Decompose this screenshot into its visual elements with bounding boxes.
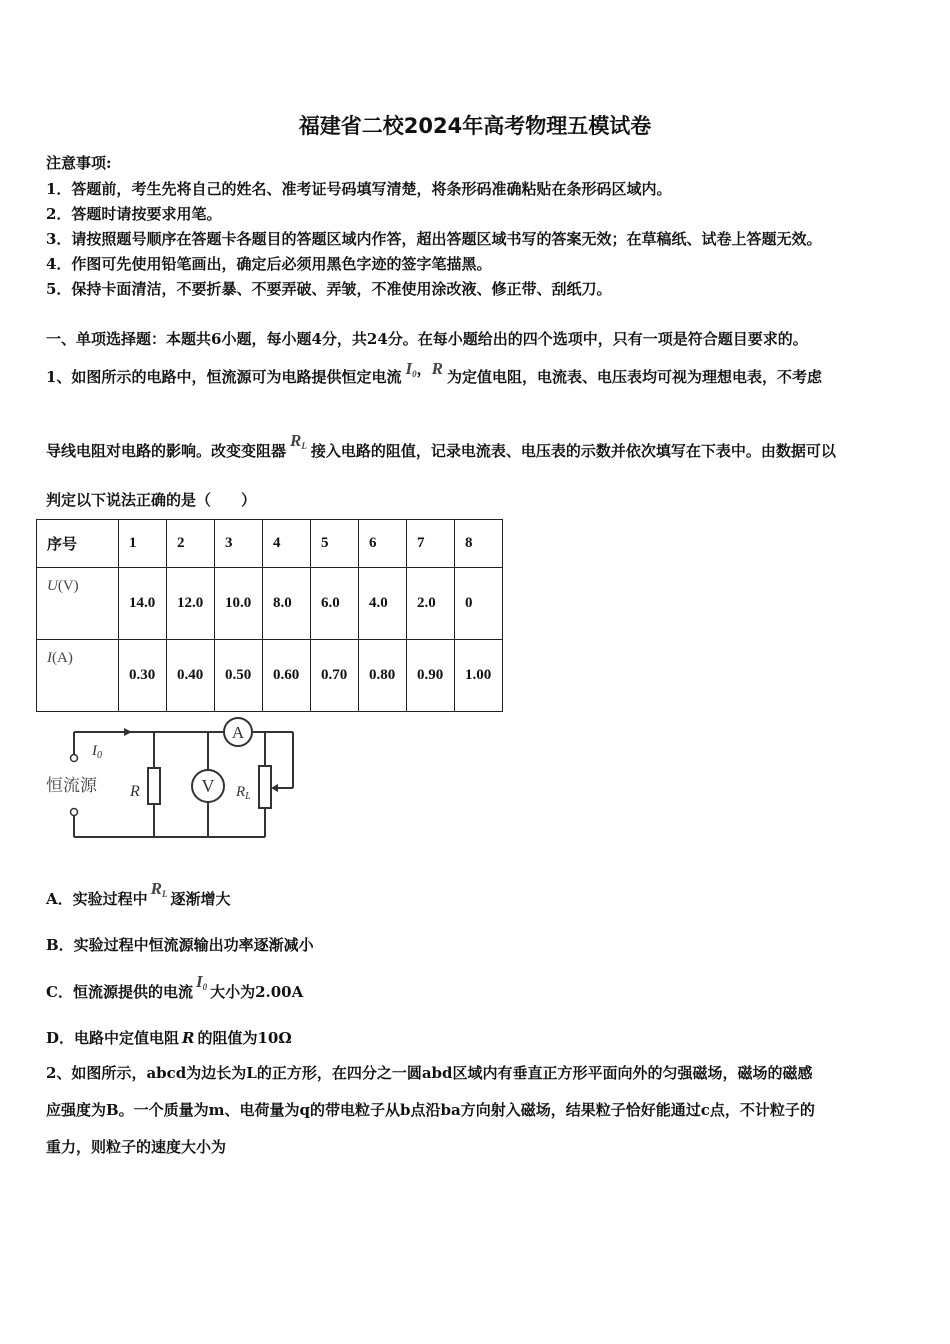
section-heading: 一、单项选择题：本题共6小题，每小题4分，共24分。在每小题给出的四个选项中，只有一项是符合题目要求的。 bbox=[46, 330, 808, 348]
symbol-I0: $I_0$ bbox=[405, 359, 417, 379]
table-cell: 2.0 bbox=[407, 568, 455, 640]
option-A[interactable] bbox=[46, 879, 231, 909]
table-cell: 0.30 bbox=[119, 640, 167, 712]
table-cell: 8 bbox=[455, 520, 503, 568]
table-cell: 0.40 bbox=[167, 640, 215, 712]
terminal-icon bbox=[71, 755, 78, 762]
table-cell: 序号 bbox=[37, 520, 119, 568]
option-B[interactable]: B．实验过程中恒流源输出功率逐渐减小 bbox=[46, 936, 314, 954]
notice-heading: 注意事项: bbox=[46, 154, 112, 172]
table-cell: I(A) bbox=[37, 640, 119, 712]
notice-item: 3．请按照题号顺序在答题卡各题目的答题区域内作答，超出答题区域书写的答案无效；在草稿纸、试卷上答题无效。 bbox=[46, 230, 822, 248]
q1-stem-line1 bbox=[46, 359, 822, 387]
option-text: 大小为2.00A bbox=[210, 983, 304, 1001]
symbol-R: R bbox=[182, 1029, 195, 1047]
rheostat-label: $R_L$ bbox=[236, 784, 251, 802]
option-text: D．电路中定值电阻 bbox=[46, 1029, 180, 1047]
option-C[interactable] bbox=[46, 972, 304, 1002]
current-arrow-icon bbox=[124, 728, 132, 736]
ammeter-label: A bbox=[231, 723, 245, 742]
notice-item: 5．保持卡面清洁，不要折暴、不要弄破、弄皱，不准使用涂改液、修正带、刮纸刀。 bbox=[46, 280, 612, 298]
q2-stem-line3: 重力，则粒子的速度大小为 bbox=[46, 1138, 227, 1156]
symbol-I0: $I_0$ bbox=[195, 972, 208, 992]
resistor-label: R bbox=[130, 783, 140, 800]
table-cell: 0.90 bbox=[407, 640, 455, 712]
table-cell: U(V) bbox=[37, 568, 119, 640]
page-title: 福建省二校2024年高考物理五模试卷 bbox=[298, 114, 652, 138]
table-cell: 6 bbox=[359, 520, 407, 568]
table-cell: 4.0 bbox=[359, 568, 407, 640]
symbol-RL: $R_L$ bbox=[290, 431, 307, 451]
option-text: C．恒流源提供的电流 bbox=[46, 983, 193, 1001]
data-table bbox=[36, 519, 503, 712]
table-cell: 7 bbox=[407, 520, 455, 568]
table-cell: 0.80 bbox=[359, 640, 407, 712]
table-row-voltage bbox=[37, 568, 503, 640]
table-cell: 8.0 bbox=[263, 568, 311, 640]
table-cell: 1 bbox=[119, 520, 167, 568]
notice-item: 2．答题时请按要求用笔。 bbox=[46, 205, 222, 223]
table-cell: 12.0 bbox=[167, 568, 215, 640]
q2-stem-line2: 应强度为B。一个质量为m、电荷量为q的带电粒子从b点沿ba方向射入磁场，结果粒子恰好能通过c点，不计粒子的 bbox=[46, 1101, 815, 1119]
symbol-RL: $R_L$ bbox=[150, 879, 168, 899]
table-cell: 3 bbox=[215, 520, 263, 568]
q1-stem-line3: 判定以下说法正确的是（ ） bbox=[46, 491, 257, 509]
notice-item: 4．作图可先使用铅笔画出，确定后必须用黑色字迹的签字笔描黑。 bbox=[46, 255, 492, 273]
notice-item: 1．答题前，考生先将自己的姓名、准考证号码填写清楚，将条形码准确粘贴在条形码区域内。 bbox=[46, 180, 672, 198]
symbol-R: R bbox=[431, 359, 443, 378]
option-D[interactable] bbox=[46, 1027, 292, 1048]
current-label: $I_0$ bbox=[92, 743, 102, 761]
table-cell: 0.50 bbox=[215, 640, 263, 712]
q1-text: 导线电阻对电路的影响。改变变阻器 bbox=[46, 442, 287, 460]
table-cell: 4 bbox=[263, 520, 311, 568]
table-cell: 0.70 bbox=[311, 640, 359, 712]
table-cell: 6.0 bbox=[311, 568, 359, 640]
table-cell: 0.60 bbox=[263, 640, 311, 712]
comma: ， bbox=[416, 360, 432, 378]
voltmeter-label: V bbox=[201, 776, 215, 796]
circuit-diagram bbox=[40, 712, 310, 847]
table-cell: 14.0 bbox=[119, 568, 167, 640]
option-text: A．实验过程中 bbox=[46, 890, 148, 908]
source-label: 恒流源 bbox=[46, 776, 97, 796]
option-text: 的阻值为10Ω bbox=[197, 1029, 292, 1047]
table-cell: 2 bbox=[167, 520, 215, 568]
q2-stem-line1: 2、如图所示，abcd为边长为L的正方形，在四分之一圆abd区域内有垂直正方形平面向外的匀强磁场，磁场的磁感 bbox=[46, 1064, 813, 1082]
option-text: 逐渐增大 bbox=[170, 890, 231, 908]
table-cell: 1.00 bbox=[455, 640, 503, 712]
q1-stem-line2 bbox=[46, 431, 836, 461]
q1-text: 1、如图所示的电路中，恒流源可为电路提供恒定电流 bbox=[46, 368, 402, 386]
q1-text: 接入电路的阻值，记录电流表、电压表的示数并依次填写在下表中。由数据可以 bbox=[310, 442, 836, 460]
table-header-row bbox=[37, 520, 503, 568]
q1-text: 为定值电阻，电流表、电压表均可视为理想电表，不考虑 bbox=[446, 368, 822, 386]
terminal-icon bbox=[71, 809, 78, 816]
table-cell: 0 bbox=[455, 568, 503, 640]
table-row-current bbox=[37, 640, 503, 712]
table-cell: 10.0 bbox=[215, 568, 263, 640]
resistor-icon bbox=[148, 768, 160, 804]
slider-arrow-icon bbox=[271, 784, 278, 792]
rheostat-icon bbox=[259, 766, 271, 808]
table-cell: 5 bbox=[311, 520, 359, 568]
